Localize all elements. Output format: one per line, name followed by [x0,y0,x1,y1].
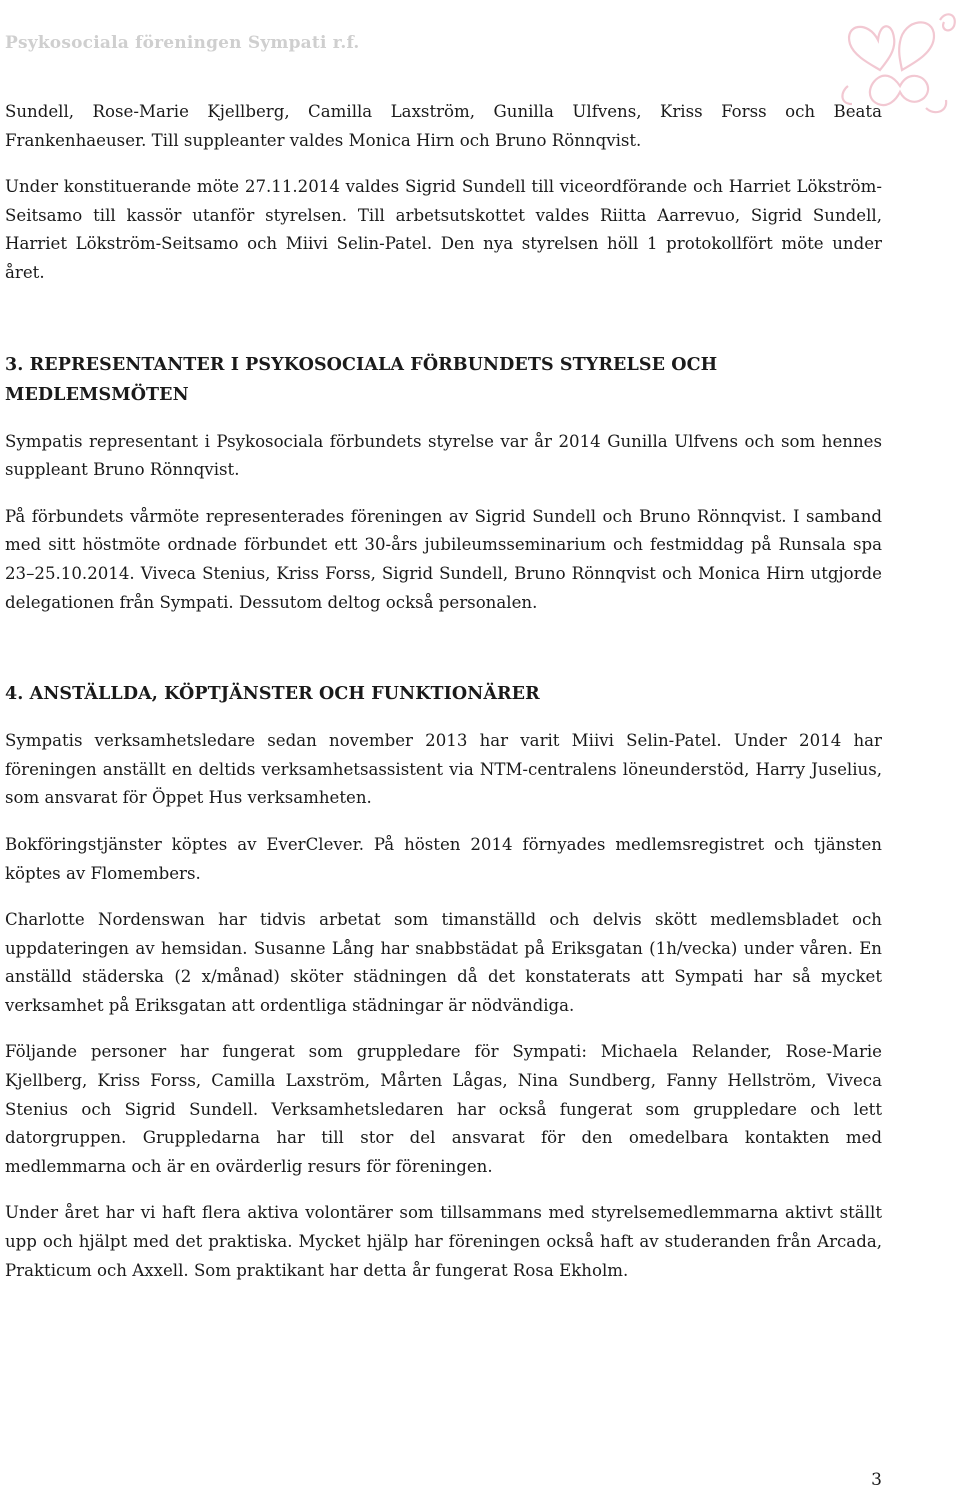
document-body [5,98,882,1285]
section-4-paragraph-5: Under året har vi haft flera aktiva volontärer som tillsammans med styrelsemedlemmarna aktivt ställt upp och hjälpt med det praktiska. Mycket hjälp har föreningen också haft av studeranden från Arcada, Prakticum och Axxell. Som praktikant har detta år fungerat Rosa Ekholm. [5,1203,882,1280]
section-4-paragraph-1: Sympatis verksamhetsledare sedan november 2013 har varit Miivi Selin-Patel. Under 2014 har föreningen anställt en deltids verksamhetsassistent via NTM-centralens löneunderstöd, Harry Juselius, som ansvarat för Öppet Hus verksamheten. [5,731,882,808]
section-4-paragraph-3: Charlotte Nordenswan har tidvis arbetat som timanställd och delvis skött medlemsbladet och uppdateringen av hemsidan. Susanne Lång har snabbstädat på Eriksgatan (1h/vecka) under våren. En anställd städerska (2 x/månad) sköter städningen då det konstaterats att Sympati har så mycket verksamhet på Eriksgatan att ordentliga städningar är nödvändiga. [5,910,882,1015]
section-4-paragraph-2: Bokföringstjänster köptes av EverClever. På hösten 2014 förnyades medlemsregistret och tjänsten köptes av Flomembers. [5,834,882,883]
page-number: 3 [871,1470,882,1490]
section-3-heading: 3. REPRESENTANTER I PSYKOSOCIALA FÖRBUNDETS STYRELSE OCH MEDLEMSMÖTEN [5,354,718,405]
intro-paragraph-2: Under konstituerande möte 27.11.2014 valdes Sigrid Sundell till viceordförande och Harriet Lökström-Seitsamo till kassör utanför styrelsen. Till arbetsutskottet valdes Riitta Aarrevuo, Sigrid Sundell, Harriet Lökström-Seitsamo och Miivi Selin-Patel. Den nya styrelsen höll 1 protokollfört möte under året. [5,177,882,282]
page-header-title: Psykosociala föreningen Sympati r.f. [5,33,360,53]
section-3-paragraph-1: Sympatis representant i Psykosociala förbundets styrelse var år 2014 Gunilla Ulfvens och som hennes suppleant Bruno Rönnqvist. [5,431,882,480]
section-4-heading: 4. ANSTÄLLDA, KÖPTJÄNSTER OCH FUNKTIONÄRER [5,684,540,705]
section-3-paragraph-2: På förbundets vårmöte representerades föreningen av Sigrid Sundell och Bruno Rönnqvist. I samband med sitt höstmöte ordnade förbundet ett 30-års jubileumsseminarium och festmiddag på Runsala spa 23–25.10.2014. Viveca Stenius, Kriss Forss, Sigrid Sundell, Bruno Rönnqvist och Monica Hirn utgjorde delegationen från Sympati. Dessutom deltog också personalen. [5,506,882,612]
section-4-paragraph-4: Följande personer har fungerat som gruppledare för Sympati: Michaela Relander, Rose-Marie Kjellberg, Kriss Forss, Camilla Laxström, Mårten Lågas, Nina Sundberg, Fanny Hellström, Viveca Stenius och Sigrid Sundell. Verksamhetsledaren har också fungerat som gruppledare och lett datorgruppen. Gruppledarna har till stor del ansvarat för den omedelbara kontakten med medlemmarna och är en ovärderlig resurs för föreningen. [5,1042,882,1176]
intro-paragraph-1: Sundell, Rose-Marie Kjellberg, Camilla Laxström, Gunilla Ulfvens, Kriss Forss och Beata Frankenhaeuser. Till suppleanter valdes Monica Hirn och Bruno Rönnqvist. [5,102,882,150]
